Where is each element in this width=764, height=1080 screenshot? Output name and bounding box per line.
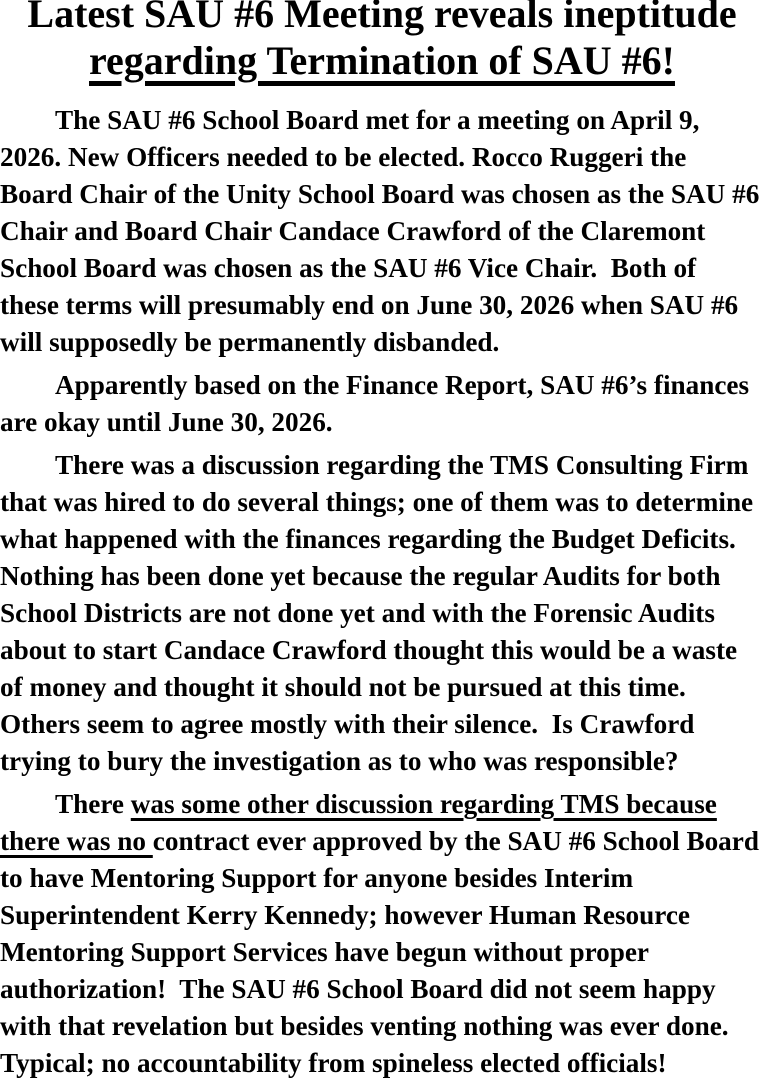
text-run: There was a discussion regarding the TMS Consulting Firm bbox=[55, 450, 749, 480]
text-run: of money and thought it should not be pursued at this time. bbox=[0, 672, 686, 702]
text-run: Typical; no accountability from spineless elected officials! bbox=[0, 1048, 667, 1078]
text-run: Mentoring Support Services have begun without proper bbox=[0, 937, 649, 967]
text-run: about to start Candace Crawford thought this would be a waste bbox=[0, 635, 738, 665]
text-run: will supposedly be permanently disbanded. bbox=[0, 327, 500, 357]
text-run: Nothing has been done yet because the regular Audits for both bbox=[0, 561, 721, 591]
text-run: these terms will presumably end on June 30, 2026 when SAU #6 bbox=[0, 290, 739, 320]
text-run: Latest SAU #6 Meeting reveals ineptitude bbox=[27, 0, 737, 36]
text-run: what happened with the finances regarding the Budget Deficits. bbox=[0, 524, 736, 554]
underlined-text: was some other discussion regarding TMS because bbox=[130, 789, 717, 819]
text-run: The SAU #6 School Board met for a meeting on April 9, bbox=[55, 105, 700, 135]
text-run: There bbox=[55, 789, 131, 819]
text-run: trying to bury the investigation as to who was responsible? bbox=[0, 746, 679, 776]
underlined-text: regarding Termination of SAU #6! bbox=[89, 38, 675, 83]
text-run: 2026. New Officers needed to be elected. Rocco Ruggeri the bbox=[0, 142, 687, 172]
text-run: authorization! The SAU #6 School Board did not seem happy bbox=[0, 974, 716, 1004]
text-run: are okay until June 30, 2026. bbox=[0, 407, 333, 437]
paragraph bbox=[0, 786, 764, 1080]
text-run: Board Chair of the Unity School Board was chosen as the SAU #6 bbox=[0, 179, 760, 209]
text-run: Superintendent Kerry Kennedy; however Human Resource bbox=[0, 900, 690, 930]
text-run: School Board was chosen as the SAU #6 Vice Chair. Both of bbox=[0, 253, 697, 283]
paragraph bbox=[0, 367, 764, 441]
text-run: Others seem to agree mostly with their silence. Is Crawford bbox=[0, 709, 695, 739]
article-body bbox=[0, 102, 764, 1080]
text-run: that was hired to do several things; one of them was to determine bbox=[0, 487, 754, 517]
text-run: contract ever approved by the SAU #6 School Board bbox=[152, 826, 759, 856]
page-title bbox=[0, 0, 764, 84]
text-run: School Districts are not done yet and with the Forensic Audits bbox=[0, 598, 715, 628]
text-run: Chair and Board Chair Candace Crawford of the Claremont bbox=[0, 216, 706, 246]
paragraph bbox=[0, 102, 764, 361]
text-run: Apparently based on the Finance Report, SAU #6’s finances bbox=[55, 370, 750, 400]
paragraph bbox=[0, 447, 764, 780]
underlined-text: there was no bbox=[0, 826, 153, 856]
text-run: to have Mentoring Support for anyone besides Interim bbox=[0, 863, 634, 893]
text-run: with that revelation but besides venting nothing was ever done. bbox=[0, 1011, 729, 1041]
